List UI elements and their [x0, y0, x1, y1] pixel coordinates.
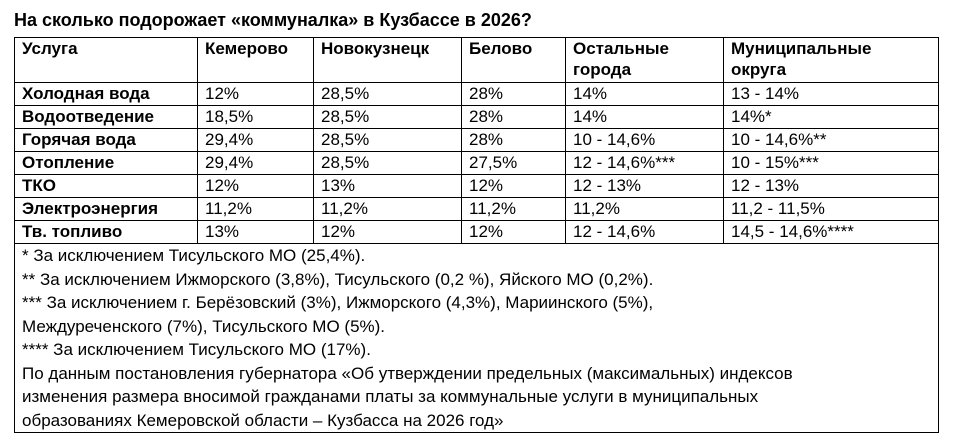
rate-cell: 14%: [566, 106, 724, 129]
table-row: [15, 221, 939, 244]
rate-cell: 28%: [462, 83, 566, 106]
rate-cell: 29,4%: [198, 129, 314, 152]
table-row: [15, 198, 939, 221]
footnote-line: образованиях Кемеровской области – Кузбасса на 2026 год»: [22, 410, 504, 430]
service-name-cell: Электроэнергия: [15, 198, 198, 221]
service-name-cell: Холодная вода: [15, 83, 198, 106]
column-header: Муниципальные округа: [724, 38, 939, 83]
rate-cell: 12%: [462, 175, 566, 198]
table-body: [15, 83, 939, 244]
rate-cell: 28,5%: [314, 129, 462, 152]
footnote-line: изменения размера вносимой гражданами платы за коммунальные услуги в муниципальных: [22, 387, 759, 406]
rate-cell: 13%: [198, 221, 314, 244]
table-row: [15, 106, 939, 129]
rate-cell: 13 - 14%: [724, 83, 939, 106]
table-row: [15, 83, 939, 106]
rate-cell: 28%: [462, 106, 566, 129]
rate-cell: 11,2%: [462, 198, 566, 221]
footnote-line: Междуреченского (7%), Тисульского МО (5%).: [22, 316, 386, 336]
column-header: Кемерово: [198, 38, 314, 83]
footnotes: [15, 244, 939, 433]
rate-cell: 13%: [314, 175, 462, 198]
rate-cell: 11,2%: [566, 198, 724, 221]
rate-cell: 14%*: [724, 106, 939, 129]
rate-cell: 11,2%: [198, 198, 314, 221]
rate-cell: 28,5%: [314, 152, 462, 175]
table-header-row: [15, 38, 939, 83]
service-name-cell: Горячая вода: [15, 129, 198, 152]
rate-cell: 11,2%: [314, 198, 462, 221]
service-name-cell: Отопление: [15, 152, 198, 175]
page-title: На сколько подорожает «коммуналка» в Кузбассе в 2026?: [14, 10, 532, 30]
footnote-line: По данным постановления губернатора «Об утверждении предельных (максимальных) индексов: [22, 363, 793, 383]
rate-cell: 12%: [198, 175, 314, 198]
service-name-cell: Тв. топливо: [15, 221, 198, 244]
service-name-cell: Водоотведение: [15, 106, 198, 129]
rate-cell: 12 - 14,6%***: [566, 152, 724, 175]
rate-cell: 18,5%: [198, 106, 314, 129]
footnote-line: *** За исключением г. Берёзовский (3%), Ижморского (4,3%), Мариинского (5%),: [22, 293, 654, 312]
rate-cell: 10 - 14,6%**: [724, 129, 939, 152]
footnote-line: * За исключением Тисульского МО (25,4%).: [22, 246, 366, 265]
column-header: Новокузнецк: [314, 38, 462, 83]
footnote-line: **** За исключением Тисульского МО (17%).: [22, 340, 371, 359]
table-row: [15, 152, 939, 175]
rate-cell: 14%: [566, 83, 724, 106]
rate-cell: 12 - 13%: [724, 175, 939, 198]
column-header: Белово: [462, 38, 566, 83]
rate-cell: 10 - 14,6%: [566, 129, 724, 152]
column-header: Услуга: [15, 38, 198, 83]
rate-cell: 14,5 - 14,6%****: [724, 221, 939, 244]
table-row: [15, 129, 939, 152]
tariff-table: [14, 37, 939, 433]
table-row: [15, 175, 939, 198]
rate-cell: 28,5%: [314, 83, 462, 106]
footnote-line: ** За исключением Ижморского (3,8%), Тисульского (0,2 %), Яйского МО (0,2%).: [22, 269, 654, 289]
rate-cell: 29,4%: [198, 152, 314, 175]
column-header: Остальные города: [566, 38, 724, 83]
rate-cell: 12 - 13%: [566, 175, 724, 198]
rate-cell: 12%: [314, 221, 462, 244]
rate-cell: 27,5%: [462, 152, 566, 175]
rate-cell: 28,5%: [314, 106, 462, 129]
service-name-cell: ТКО: [15, 175, 198, 198]
rate-cell: 12%: [462, 221, 566, 244]
notes-row: [15, 244, 939, 433]
rate-cell: 12%: [198, 83, 314, 106]
rate-cell: 12 - 14,6%: [566, 221, 724, 244]
rate-cell: 11,2 - 11,5%: [724, 198, 939, 221]
rate-cell: 28%: [462, 129, 566, 152]
rate-cell: 10 - 15%***: [724, 152, 939, 175]
